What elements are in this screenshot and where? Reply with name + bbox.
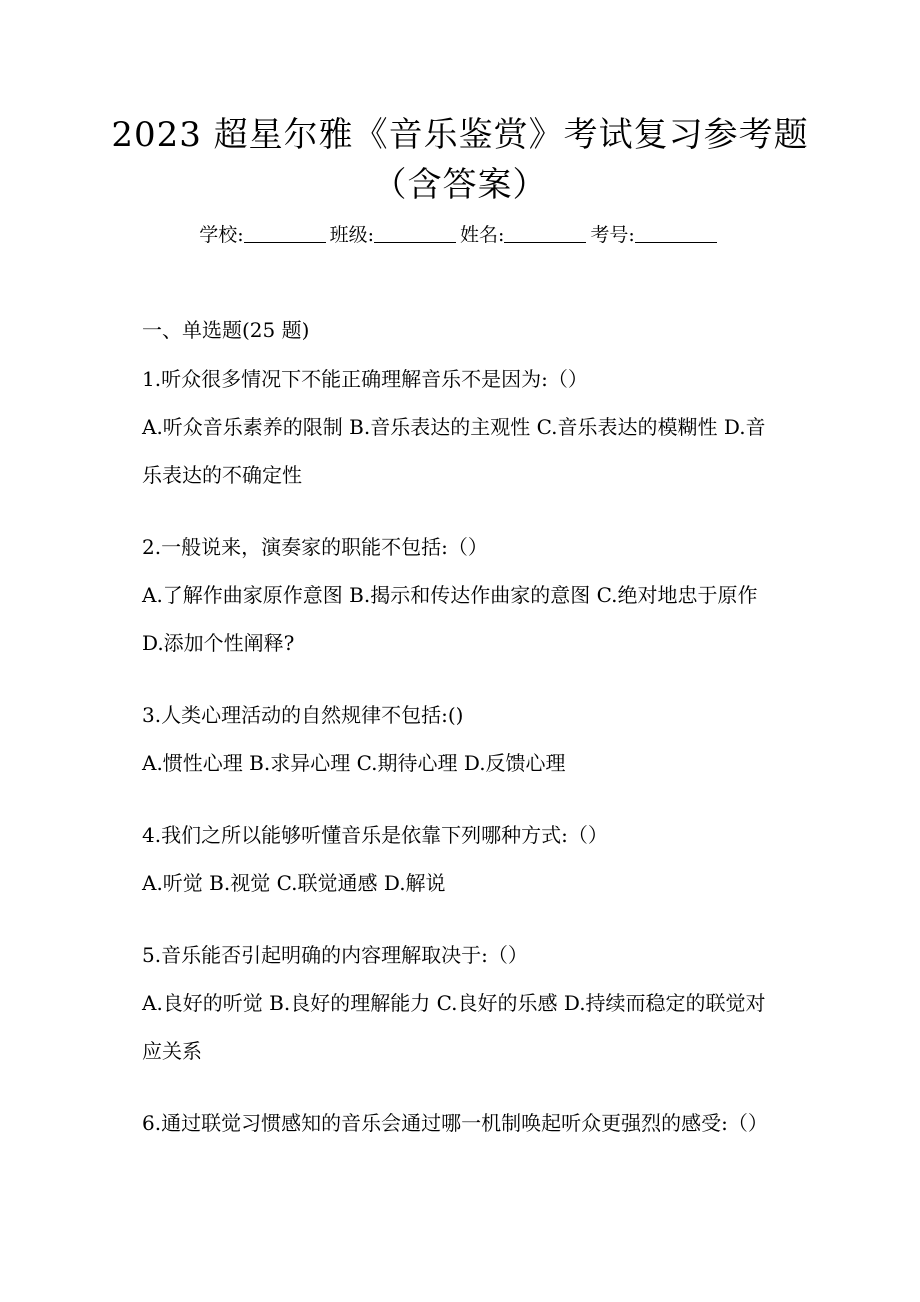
school-label: 学校: xyxy=(199,224,244,246)
exam-number-label: 考号: xyxy=(590,224,635,246)
question-6-stem: 6.通过联觉习惯感知的音乐会通过哪一机制唤起听众更强烈的感受:（） xyxy=(142,1111,768,1135)
document-title-line-1: 2023 超星尔雅《音乐鉴赏》考试复习参考题 xyxy=(111,115,809,155)
question-4-stem: 4.我们之所以能够听懂音乐是依靠下列哪种方式:（） xyxy=(142,823,608,847)
exam-number-blank xyxy=(635,222,717,243)
section-heading: 一、单选题(25 题) xyxy=(142,318,310,342)
question-2-stem: 2.一般说来，演奏家的职能不包括:（） xyxy=(142,535,488,559)
question-2-options-line-2: D.添加个性阐释? xyxy=(142,631,295,655)
class-blank xyxy=(374,222,456,243)
question-5-options-line-2: 应关系 xyxy=(142,1039,202,1063)
question-5-options-line-1: A.良好的听觉 B.良好的理解能力 C.良好的乐感 D.持续而稳定的联觉对 xyxy=(142,991,766,1015)
name-blank xyxy=(504,222,586,243)
school-blank xyxy=(244,222,326,243)
document-title-line-2: （含答案） xyxy=(372,165,548,205)
question-4-options-line-1: A.听觉 B.视觉 C.联觉通感 D.解说 xyxy=(142,871,446,895)
question-5-stem: 5.音乐能否引起明确的内容理解取决于:（） xyxy=(142,943,528,967)
name-label: 姓名: xyxy=(460,224,505,246)
student-info-row xyxy=(0,220,920,250)
question-3-stem: 3.人类心理活动的自然规律不包括:() xyxy=(142,703,464,727)
question-2-options-line-1: A.了解作曲家原作意图 B.揭示和传达作曲家的意图 C.绝对地忠于原作 xyxy=(142,583,758,607)
question-1-options-line-2: 乐表达的不确定性 xyxy=(142,463,302,487)
class-label: 班级: xyxy=(329,224,374,246)
question-1-options-line-1: A.听众音乐素养的限制 B.音乐表达的主观性 C.音乐表达的模糊性 D.音 xyxy=(142,415,766,439)
question-1-stem: 1.听众很多情况下不能正确理解音乐不是因为:（） xyxy=(142,367,588,391)
question-3-options-line-1: A.惯性心理 B.求异心理 C.期待心理 D.反馈心理 xyxy=(142,751,566,775)
